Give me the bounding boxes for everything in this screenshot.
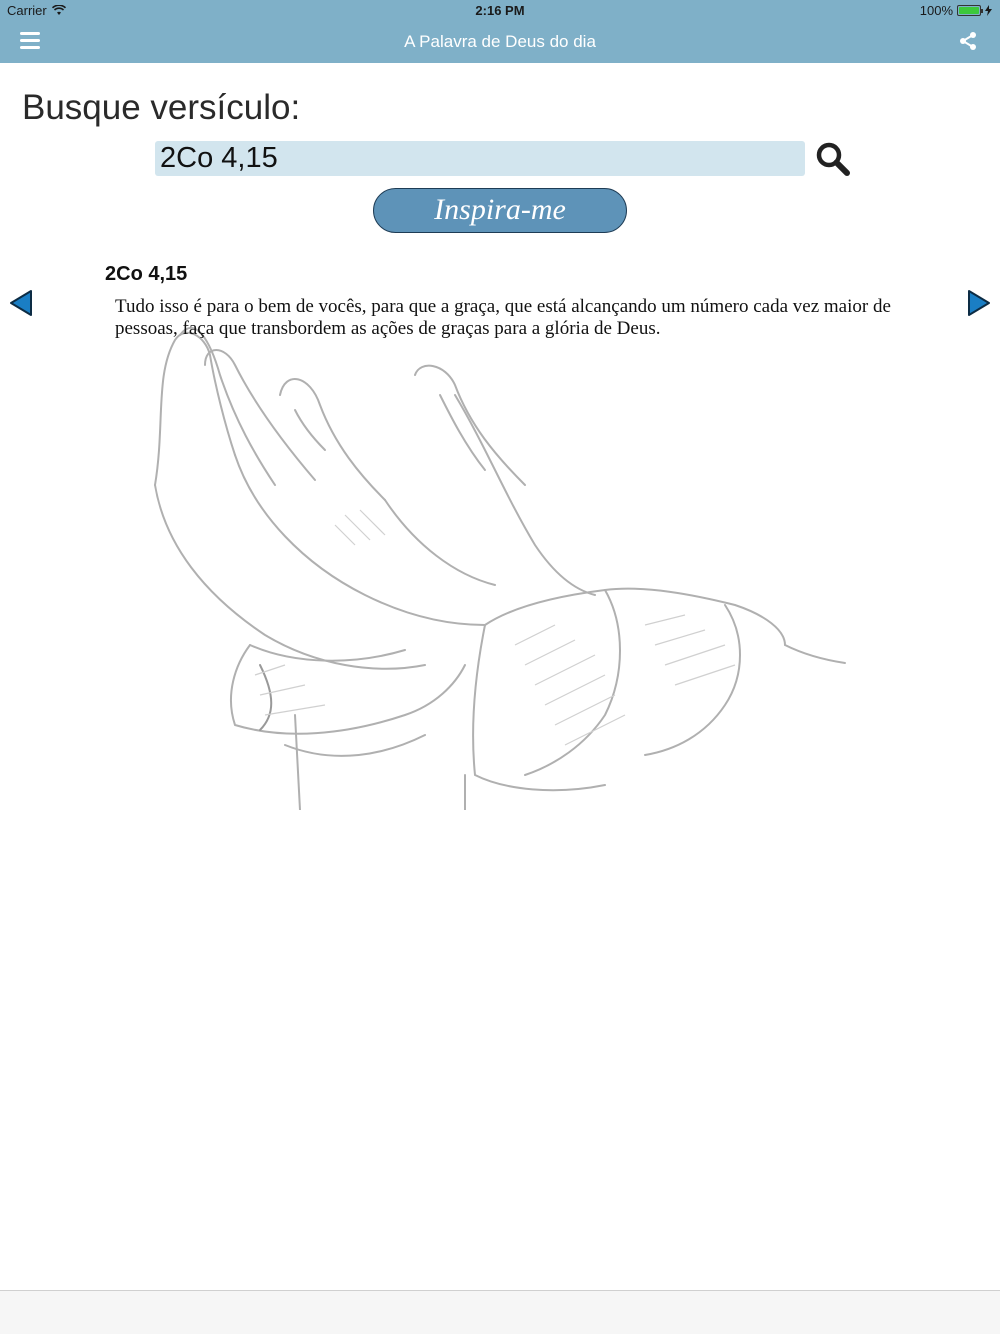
- search-heading: Busque versículo:: [22, 88, 301, 127]
- carrier-label: Carrier: [7, 3, 47, 18]
- battery-percent: 100%: [919, 3, 953, 18]
- status-right: [920, 3, 992, 18]
- verse-text: Tudo isso é para o bem de vocês, para que a graça, que está alcançando um número cada vez maior de pessoas, faça que transbordem as ações de graças para a glória de Deus.: [115, 296, 891, 339]
- verse-reference: 2Co 4,15: [105, 263, 188, 285]
- battery-icon: [957, 5, 981, 16]
- inspire-button[interactable]: Inspira-me: [373, 188, 627, 233]
- page-title: A Palavra de Deus do dia: [404, 32, 596, 51]
- search-input[interactable]: [155, 141, 805, 176]
- share-icon[interactable]: [958, 31, 978, 51]
- status-bar: [0, 0, 1000, 20]
- battery-fill: [959, 7, 979, 14]
- search-icon[interactable]: [815, 141, 851, 177]
- charging-bolt-icon: [985, 5, 992, 16]
- bottom-toolbar: [0, 1290, 1000, 1334]
- status-time: 2:16 PM: [475, 3, 525, 18]
- nav-bar: [0, 20, 1000, 63]
- previous-verse-arrow-icon[interactable]: [9, 289, 33, 317]
- next-verse-arrow-icon[interactable]: [967, 289, 991, 317]
